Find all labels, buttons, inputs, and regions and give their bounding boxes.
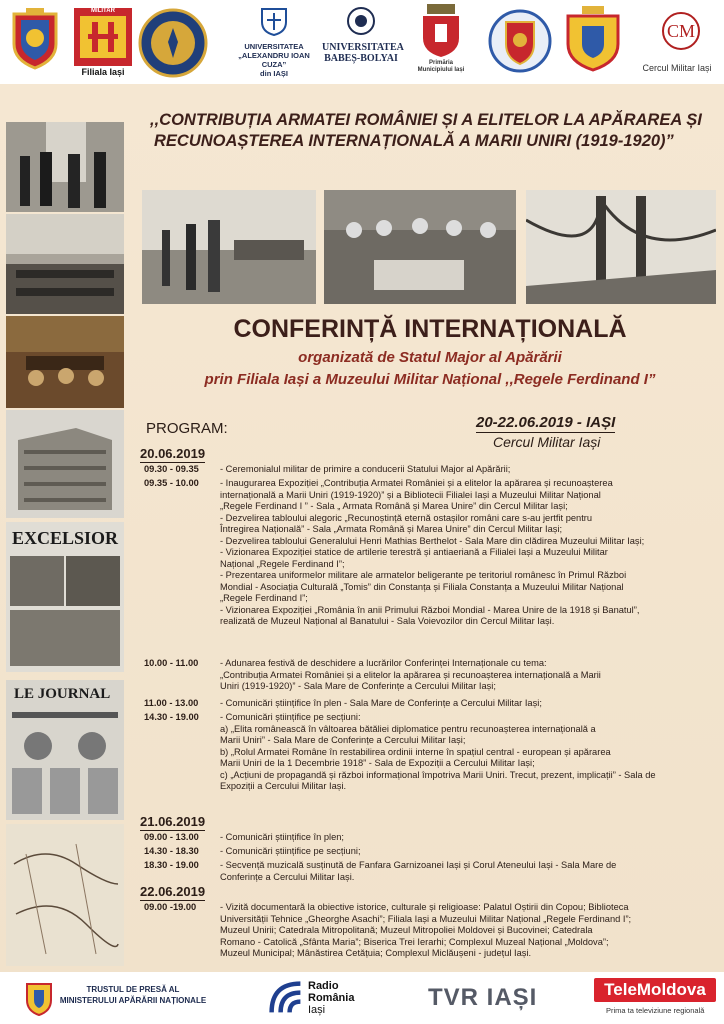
day-2-date: 21.06.2019 [140,814,206,829]
activity [220,658,716,693]
county-seal-icon [488,6,552,76]
time-slot: 09.00 -19.00 [144,902,197,912]
activity-line: Marii Uniri de la 1 Decembrie 1918” - Sala de Expoziții a Cercului Militar Iași; [220,758,535,768]
title-line-2: RECUNOAȘTEREA INTERNAȚIONALĂ A MARII UNIRI (1919-1920)” [154,132,674,150]
telemoldova-logo: TeleMoldova [594,978,716,1002]
bridge-photo [526,190,716,304]
photo-hall [6,214,124,314]
activity-line: Mondial - Asociația Culturală „Tomis” din Constanța și Filiala Constanța a Muzeului Militar Național [220,581,624,592]
activity-line: - Comunicări științifice pe secțiuni; [220,846,361,856]
uaic-logo [232,6,316,78]
ubb-line-1: UNIVERSITATEA [322,42,404,53]
activity-line: Uniri (1919-1920)” - Sala Mare de Conferințe a Cercului Militar Iași; [220,681,496,691]
shield-icon [6,6,64,70]
activity-line: Întregirea Națională” - Sala „Armata Română și Marea Unire” din Cercul Militar Iași; [220,524,563,534]
filiala-label: Filiala Iași [81,67,125,77]
excelsior-masthead: EXCELSIOR [12,528,119,548]
uaic-line-3: din IAȘI [260,69,288,78]
activity-line: - Comunicări științifice pe secțiuni: [220,712,361,722]
newspaper-columns [6,708,124,818]
cercul-militar-logo [636,12,718,73]
activity-line: b) „Rolul Armatei Române în restabilirea ordinii interne în spațiul central - european și apărarea [220,746,611,757]
activity-line: Muzeul Municipal; Mânăstirea Cetățuia; Complexul Miclăușeni - județul Iași. [220,948,532,958]
radio-name [308,980,354,1016]
activity [220,832,716,844]
activity-line: - Vizionarea Expoziției „România în anii Primului Război Mondial - Marea Unire de la 1918 și Banatul”, [220,604,640,615]
le-journal-newspaper [6,680,124,820]
time-slot: 14.30 - 19.00 [144,712,199,722]
journal-masthead: LE JOURNAL [14,686,111,702]
militar-label: MILITAR [91,8,115,14]
painting-photo [6,316,124,408]
time-slot: 11.00 - 13.00 [144,698,199,708]
activity-line: „Regele Ferdinand I ” - Sala „ Armata Română și Marea Unire” din Cercul Militar Iași; [220,501,568,511]
time-slot: 14.30 - 18.30 [144,846,199,856]
organizer-line-2: prin Filiala Iași a Muzeului Militar Național ,,Regele Ferdinand I” [204,371,656,388]
time-slot: 09.00 - 13.00 [144,832,199,842]
photo-figures [6,122,124,212]
ubb-line-2: BABEȘ-BOLYAI [324,53,398,64]
activity-line: Universității Tehnice „Gheorghe Asachi”; Filiala Iași a Muzeului Militar Național „Regele Ferdinand I”; [220,913,632,924]
photo-painting [6,316,124,408]
coat-of-arms-logo-2 [562,4,624,77]
coat-of-arms-logo-1 [6,6,64,75]
telemoldova-tagline: Prima ta televiziune regională [606,1006,705,1015]
conference-heading: CONFERINȚĂ INTERNAȚIONALĂ [233,315,627,343]
activity-line: internațională a Marii Uniri (1919-1920)” și a Bibliotecii Filialei Iași a Muzeului Militar Național [220,489,601,500]
activity [220,860,716,883]
activity-line: - Comunicări științifice în plen; [220,832,345,842]
primaria-line-2: Municipiului Iași [417,67,465,73]
round-seal-logo [138,8,208,83]
primaria-line-1: Primăria [428,60,453,66]
media-partners-bar [0,972,724,1024]
photo-group [324,190,516,304]
ubb-logo [322,6,404,64]
photo-bridge [526,190,716,304]
time-slot: 10.00 - 11.00 [144,658,199,668]
radio-romania-icon [268,980,304,1016]
activity [220,712,716,793]
activity-line: - Dezvelirea tabloului Generalului Henri Mathias Berthelot - Sala Mare din clădirea Muzeului Militar Iași; [220,535,645,546]
activity-line: Romano - Catolică „Sfânta Maria”; Biserica Trei Ierarhi; Complexul Muzeal Național „Moldova”; [220,936,609,947]
activity-line: realizată de Muzeul Național al Banatului - Sala Voievozilor din Cercul Militar Iași. [220,616,555,626]
military-museum-logo [72,6,134,77]
time-slot: 09.30 - 09.35 [144,464,199,474]
time-slot: 18.30 - 19.00 [144,860,199,870]
activity-line: a) „Elita românească în vâltoarea bătăliei diplomatice pentru recunoașterea internațională a [220,723,596,734]
activity-line: - Inaugurarea Expoziției „Contribuția Armatei României și a elitelor la apărarea și recunoașterea [220,478,613,488]
event-dates: 20-22.06.2019 - IAȘI [476,414,616,431]
tvr-iasi-logo: TVR IAȘI [428,984,538,1011]
activity-line: „Regele Ferdinand I”; [220,593,308,603]
trust-line-2: MINISTERULUI APĂRĂRII NAȚIONALE [59,996,207,1005]
uaic-name [232,42,316,78]
activity [220,478,716,628]
activity-line: - Vizită documentară la obiective istorice, culturale și religioase: Palatul Oștirii din Copou; Biblioteca [220,902,629,912]
ubb-name [322,42,404,64]
organizer-line-1: organizată de Statul Major al Apărării [298,349,562,366]
photo-building [6,410,124,518]
activity-line: - Vizionarea Expoziției statice de artilerie terestră și antiaeriană a Filialei Iași a Muzeului Militar [220,547,608,557]
day-3-date: 22.06.2019 [140,884,206,899]
activity [220,698,716,710]
partner-logos-bar [0,0,724,84]
activity-line: - Ceremonialul militar de primire a conducerii Statului Major al Apărării; [220,464,511,474]
activity-line: Muzeul Unirii; Catedrala Mitropolitană; Muzeul Mitropoliei Moldovei și Bucovinei; Catedrala [220,925,593,935]
cercul-label: Cercul Militar Iași [642,63,712,73]
map-drawing [6,824,124,966]
primaria-logo [414,2,468,73]
trust-name [58,984,208,1006]
seal-icon [138,8,208,78]
delegation-photo [324,190,516,304]
activity-line: - Comunicări științifice în plen - Sala Mare de Conferințe a Cercului Militar Iași; [220,698,542,708]
program-label: PROGRAM: [146,420,228,437]
activity-line: „Contribuția Armatei României și a elitelor la apărarea și recunoașterea internațională a Marii [220,669,601,680]
excelsior-newspaper [6,522,124,672]
activity-line: Marii Uniri” - Sala Mare de Conferințe a Cercului Militar Iași; [220,735,466,745]
activity-line: Conferințe a Cercului Militar Iași. [220,871,355,882]
trust-line-1: TRUSTUL DE PRESĂ AL [86,985,180,994]
activity-line: Expoziții a Cercului Militar Iași. [220,781,347,791]
activity-line: - Secvență muzicală susținută de Fanfara Garnizoanei Iași și Corul Ateneului Iași - Sala Mare de [220,860,617,870]
uaic-crest-icon [259,6,289,36]
uaic-line-1: UNIVERSITATEA [244,42,304,51]
activity-line: - Adunarea festivă de deschidere a lucrărilor Conferinței Internaționale cu tema: [220,658,547,668]
poster-title [150,110,710,152]
radio-line-1: Radio [308,980,339,992]
eagle-crest-icon [562,4,624,72]
activity [220,846,716,858]
activity-line: Național „Regele Ferdinand I”; [220,558,345,569]
activity-line: c) „Acțiuni de propagandă și război informațional împotriva Marii Uniri. Trecut, prezent, implicații” - Sala de [220,769,656,780]
ubb-seal-icon [346,6,376,36]
cm-monogram: CM [662,12,700,50]
activity-line: - Dezvelirea tabloului alegoric „Recunoștință eternă ostașilor români care s-au jertfit pentru [220,512,593,523]
museum-emblem-icon [72,6,134,66]
title-line-1: ,,CONTRIBUȚIA ARMATEI ROMÂNIEI ȘI A ELITELOR LA APĂRAREA ȘI [150,111,702,129]
delegates-photo [6,122,124,212]
activity-line: - Prezentarea uniformelor militare ale armatelor beligerante pe teritoriul românesc în Primul Război [220,570,627,580]
troops-photo [142,190,316,304]
uaic-line-2: „ALEXANDRU IOAN CUZA” [238,51,310,69]
radio-line-3: Iași [308,1004,326,1016]
time-slot: 09.35 - 10.00 [144,478,199,488]
county-crest-logo [488,6,552,81]
city-crest-icon [419,2,463,58]
activity [220,902,716,960]
photo-troops [142,190,316,304]
activity [220,464,716,476]
palace-photo [6,410,124,518]
newspaper-photos [6,552,124,672]
radio-line-2: România [308,992,355,1004]
primaria-name [414,60,468,74]
assembly-photo [6,214,124,314]
day-1-date: 20.06.2019 [140,446,206,461]
event-place: Cercul Militar Iași [493,434,601,450]
mapn-crest-icon [24,980,54,1016]
historic-map [6,824,124,966]
